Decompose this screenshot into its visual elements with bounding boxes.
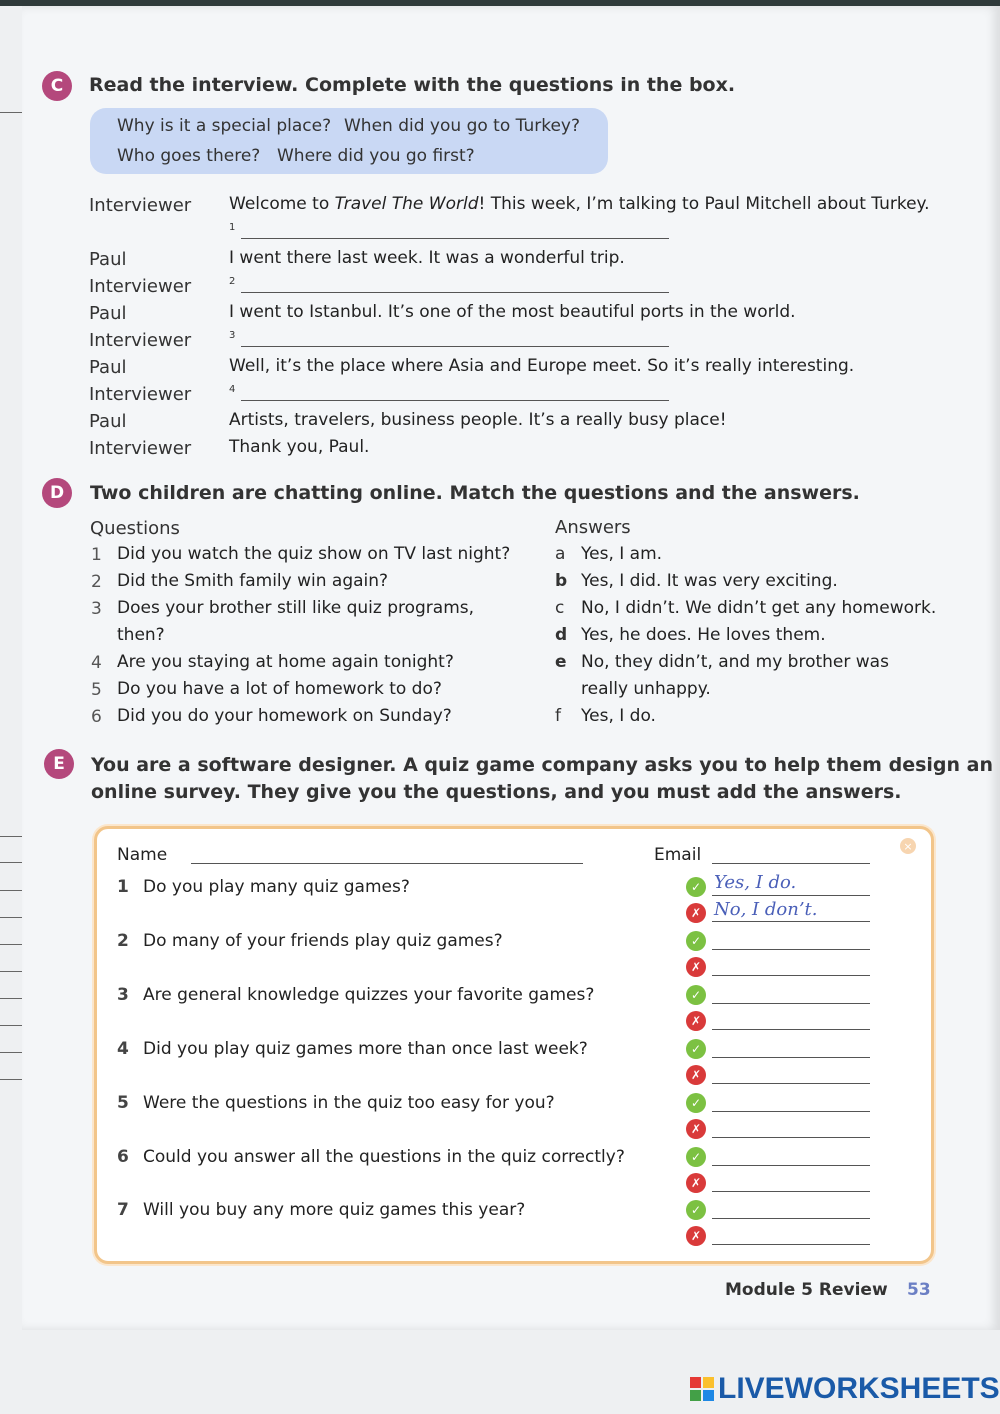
margin-line [0, 971, 22, 972]
liveworksheets-logo [690, 1372, 1000, 1406]
match-question[interactable]: Are you staying at home again tonight? [117, 652, 454, 672]
question-number: 3 [91, 599, 102, 619]
speaker-label: Interviewer [89, 384, 192, 405]
logo-icon [690, 1377, 714, 1401]
survey-number: 1 [117, 877, 129, 897]
no-answer-line[interactable] [712, 1029, 870, 1030]
survey-question: Did you play quiz games more than once last week? [143, 1039, 588, 1059]
text-part: Welcome to [229, 194, 335, 214]
blank-number: 3 [229, 330, 236, 341]
box-question-2: When did you go to Turkey? [344, 116, 580, 136]
match-answer[interactable]: No, I didn’t. We didn’t get any homework. [581, 598, 937, 618]
margin-line [0, 917, 22, 918]
match-answer[interactable]: Yes, he does. He loves them. [581, 625, 826, 645]
question-number: 1 [91, 545, 102, 565]
answer-letter: d [555, 625, 568, 645]
check-icon: ✓ [686, 985, 706, 1005]
logo-square [690, 1390, 701, 1401]
margin-line [0, 944, 22, 945]
check-icon: ✓ [686, 1200, 706, 1220]
section-e-badge: E [44, 749, 74, 779]
no-answer-line[interactable] [712, 1244, 870, 1245]
match-answer[interactable]: Yes, I do. [581, 706, 656, 726]
box-question-3: Who goes there? [117, 146, 261, 166]
cross-icon: ✗ [686, 1011, 706, 1031]
no-answer-line[interactable] [712, 1083, 870, 1084]
magazine-title: Travel The World [334, 194, 479, 214]
text-part: ! This week, I’m talking to Paul Mitchell about Turkey. [478, 194, 930, 214]
yes-answer-line[interactable] [712, 1111, 870, 1112]
margin-line [0, 836, 22, 837]
match-answer[interactable]: Yes, I am. [581, 544, 663, 564]
match-question-cont: then? [117, 625, 165, 645]
survey-question: Are general knowledge quizzes your favorite games? [143, 985, 595, 1005]
speaker-label: Interviewer [89, 276, 192, 297]
answer-blank-1[interactable] [241, 238, 669, 239]
interview-line: Well, it’s the place where Asia and Europe meet. So it’s really interesting. [229, 356, 855, 376]
speaker-label: Interviewer [89, 195, 192, 216]
interview-line: Artists, travelers, business people. It’s a really busy place! [229, 410, 727, 430]
yes-answer-line[interactable] [712, 1218, 870, 1219]
survey-question: Do you play many quiz games? [143, 877, 410, 897]
speaker-label: Paul [89, 249, 127, 270]
speaker-label: Paul [89, 303, 127, 324]
yes-answer[interactable]: Yes, I do. [714, 872, 797, 893]
blank-number: 2 [229, 276, 236, 287]
blank-number: 4 [229, 384, 236, 395]
match-question[interactable]: Does your brother still like quiz programs, [117, 598, 475, 618]
margin-line [0, 862, 22, 863]
yes-answer-line[interactable] [712, 895, 870, 896]
yes-answer-line[interactable] [712, 1057, 870, 1058]
section-e-heading-line2: online survey. They give you the questions, and you must add the answers. [91, 781, 902, 803]
match-question[interactable]: Did you do your homework on Sunday? [117, 706, 452, 726]
match-question[interactable]: Did the Smith family win again? [117, 571, 389, 591]
cross-icon: ✗ [686, 1226, 706, 1246]
interview-line: I went there last week. It was a wonderful trip. [229, 248, 625, 268]
survey-question: Will you buy any more quiz games this year? [143, 1200, 526, 1220]
speaker-label: Paul [89, 357, 127, 378]
match-answer-cont: really unhappy. [581, 679, 711, 699]
logo-text: LIVEWORKSHEETS [718, 1372, 1000, 1405]
margin-line [0, 112, 22, 113]
section-c-badge: C [42, 71, 72, 101]
question-number: 5 [91, 680, 102, 700]
check-icon: ✓ [686, 1039, 706, 1059]
survey-number: 4 [117, 1039, 129, 1059]
box-question-1: Why is it a special place? [117, 116, 332, 136]
section-c-heading: Read the interview. Complete with the questions in the box. [89, 74, 736, 96]
no-answer-line[interactable] [712, 1191, 870, 1192]
check-icon: ✓ [686, 1093, 706, 1113]
no-answer-line[interactable] [712, 975, 870, 976]
cross-icon: ✗ [686, 1065, 706, 1085]
cross-icon: ✗ [686, 957, 706, 977]
survey-number: 5 [117, 1093, 129, 1113]
answer-letter: e [555, 652, 567, 672]
match-question[interactable]: Did you watch the quiz show on TV last night? [117, 544, 511, 564]
answer-blank-3[interactable] [241, 346, 669, 347]
margin-line [0, 890, 22, 891]
match-question[interactable]: Do you have a lot of homework to do? [117, 679, 442, 699]
blank-number: 1 [229, 222, 236, 233]
question-number: 2 [91, 572, 102, 592]
question-box [90, 108, 608, 174]
page-number: 53 [907, 1280, 931, 1300]
survey-question: Could you answer all the questions in the quiz correctly? [143, 1147, 625, 1167]
check-icon: ✓ [686, 931, 706, 951]
answer-letter: b [555, 571, 568, 591]
survey-number: 6 [117, 1147, 129, 1167]
name-label: Name [117, 845, 168, 865]
interview-line: I went to Istanbul. It’s one of the most beautiful ports in the world. [229, 302, 796, 322]
answer-blank-2[interactable] [241, 292, 669, 293]
yes-answer-line[interactable] [712, 1003, 870, 1004]
yes-answer-line[interactable] [712, 949, 870, 950]
margin-line [0, 1079, 22, 1080]
interview-line [229, 194, 930, 214]
box-question-4: Where did you go first? [277, 146, 475, 166]
check-icon: ✓ [686, 877, 706, 897]
no-answer-line[interactable] [712, 921, 870, 922]
answer-letter: c [555, 598, 565, 618]
name-field[interactable] [191, 863, 583, 864]
match-answer[interactable]: No, they didn’t, and my brother was [581, 652, 889, 672]
answer-letter: a [555, 544, 566, 564]
yes-answer-line[interactable] [712, 1165, 870, 1166]
match-answer[interactable]: Yes, I did. It was very exciting. [581, 571, 838, 591]
check-icon: ✓ [686, 1147, 706, 1167]
no-answer[interactable]: No, I don’t. [714, 899, 818, 920]
margin-line [0, 1025, 22, 1026]
logo-square [690, 1377, 701, 1388]
email-field[interactable] [712, 863, 870, 864]
question-number: 4 [91, 653, 102, 673]
interview-line: Thank you, Paul. [229, 437, 370, 457]
margin-line [0, 998, 22, 999]
survey-question: Were the questions in the quiz too easy for you? [143, 1093, 555, 1113]
no-answer-line[interactable] [712, 1137, 870, 1138]
answers-label: Answers [555, 517, 631, 538]
logo-square [703, 1390, 714, 1401]
cross-icon: ✗ [686, 1173, 706, 1193]
section-d-heading: Two children are chatting online. Match the questions and the answers. [90, 482, 860, 504]
survey-number: 3 [117, 985, 129, 1005]
answer-letter: f [555, 706, 561, 726]
logo-square [703, 1377, 714, 1388]
speaker-label: Paul [89, 411, 127, 432]
section-d-badge: D [42, 478, 72, 508]
survey-number: 7 [117, 1200, 129, 1220]
speaker-label: Interviewer [89, 438, 192, 459]
answer-blank-4[interactable] [241, 400, 669, 401]
questions-label: Questions [90, 518, 180, 539]
email-label: Email [654, 845, 702, 865]
margin-line [0, 1052, 22, 1053]
close-icon[interactable]: × [900, 838, 916, 854]
speaker-label: Interviewer [89, 330, 192, 351]
cross-icon: ✗ [686, 1119, 706, 1139]
module-title: Module 5 Review [725, 1280, 888, 1300]
survey-question: Do many of your friends play quiz games? [143, 931, 503, 951]
question-number: 6 [91, 707, 102, 727]
cross-icon: ✗ [686, 903, 706, 923]
survey-number: 2 [117, 931, 129, 951]
section-e-heading-line1: You are a software designer. A quiz game company asks you to help them design an [91, 754, 993, 776]
